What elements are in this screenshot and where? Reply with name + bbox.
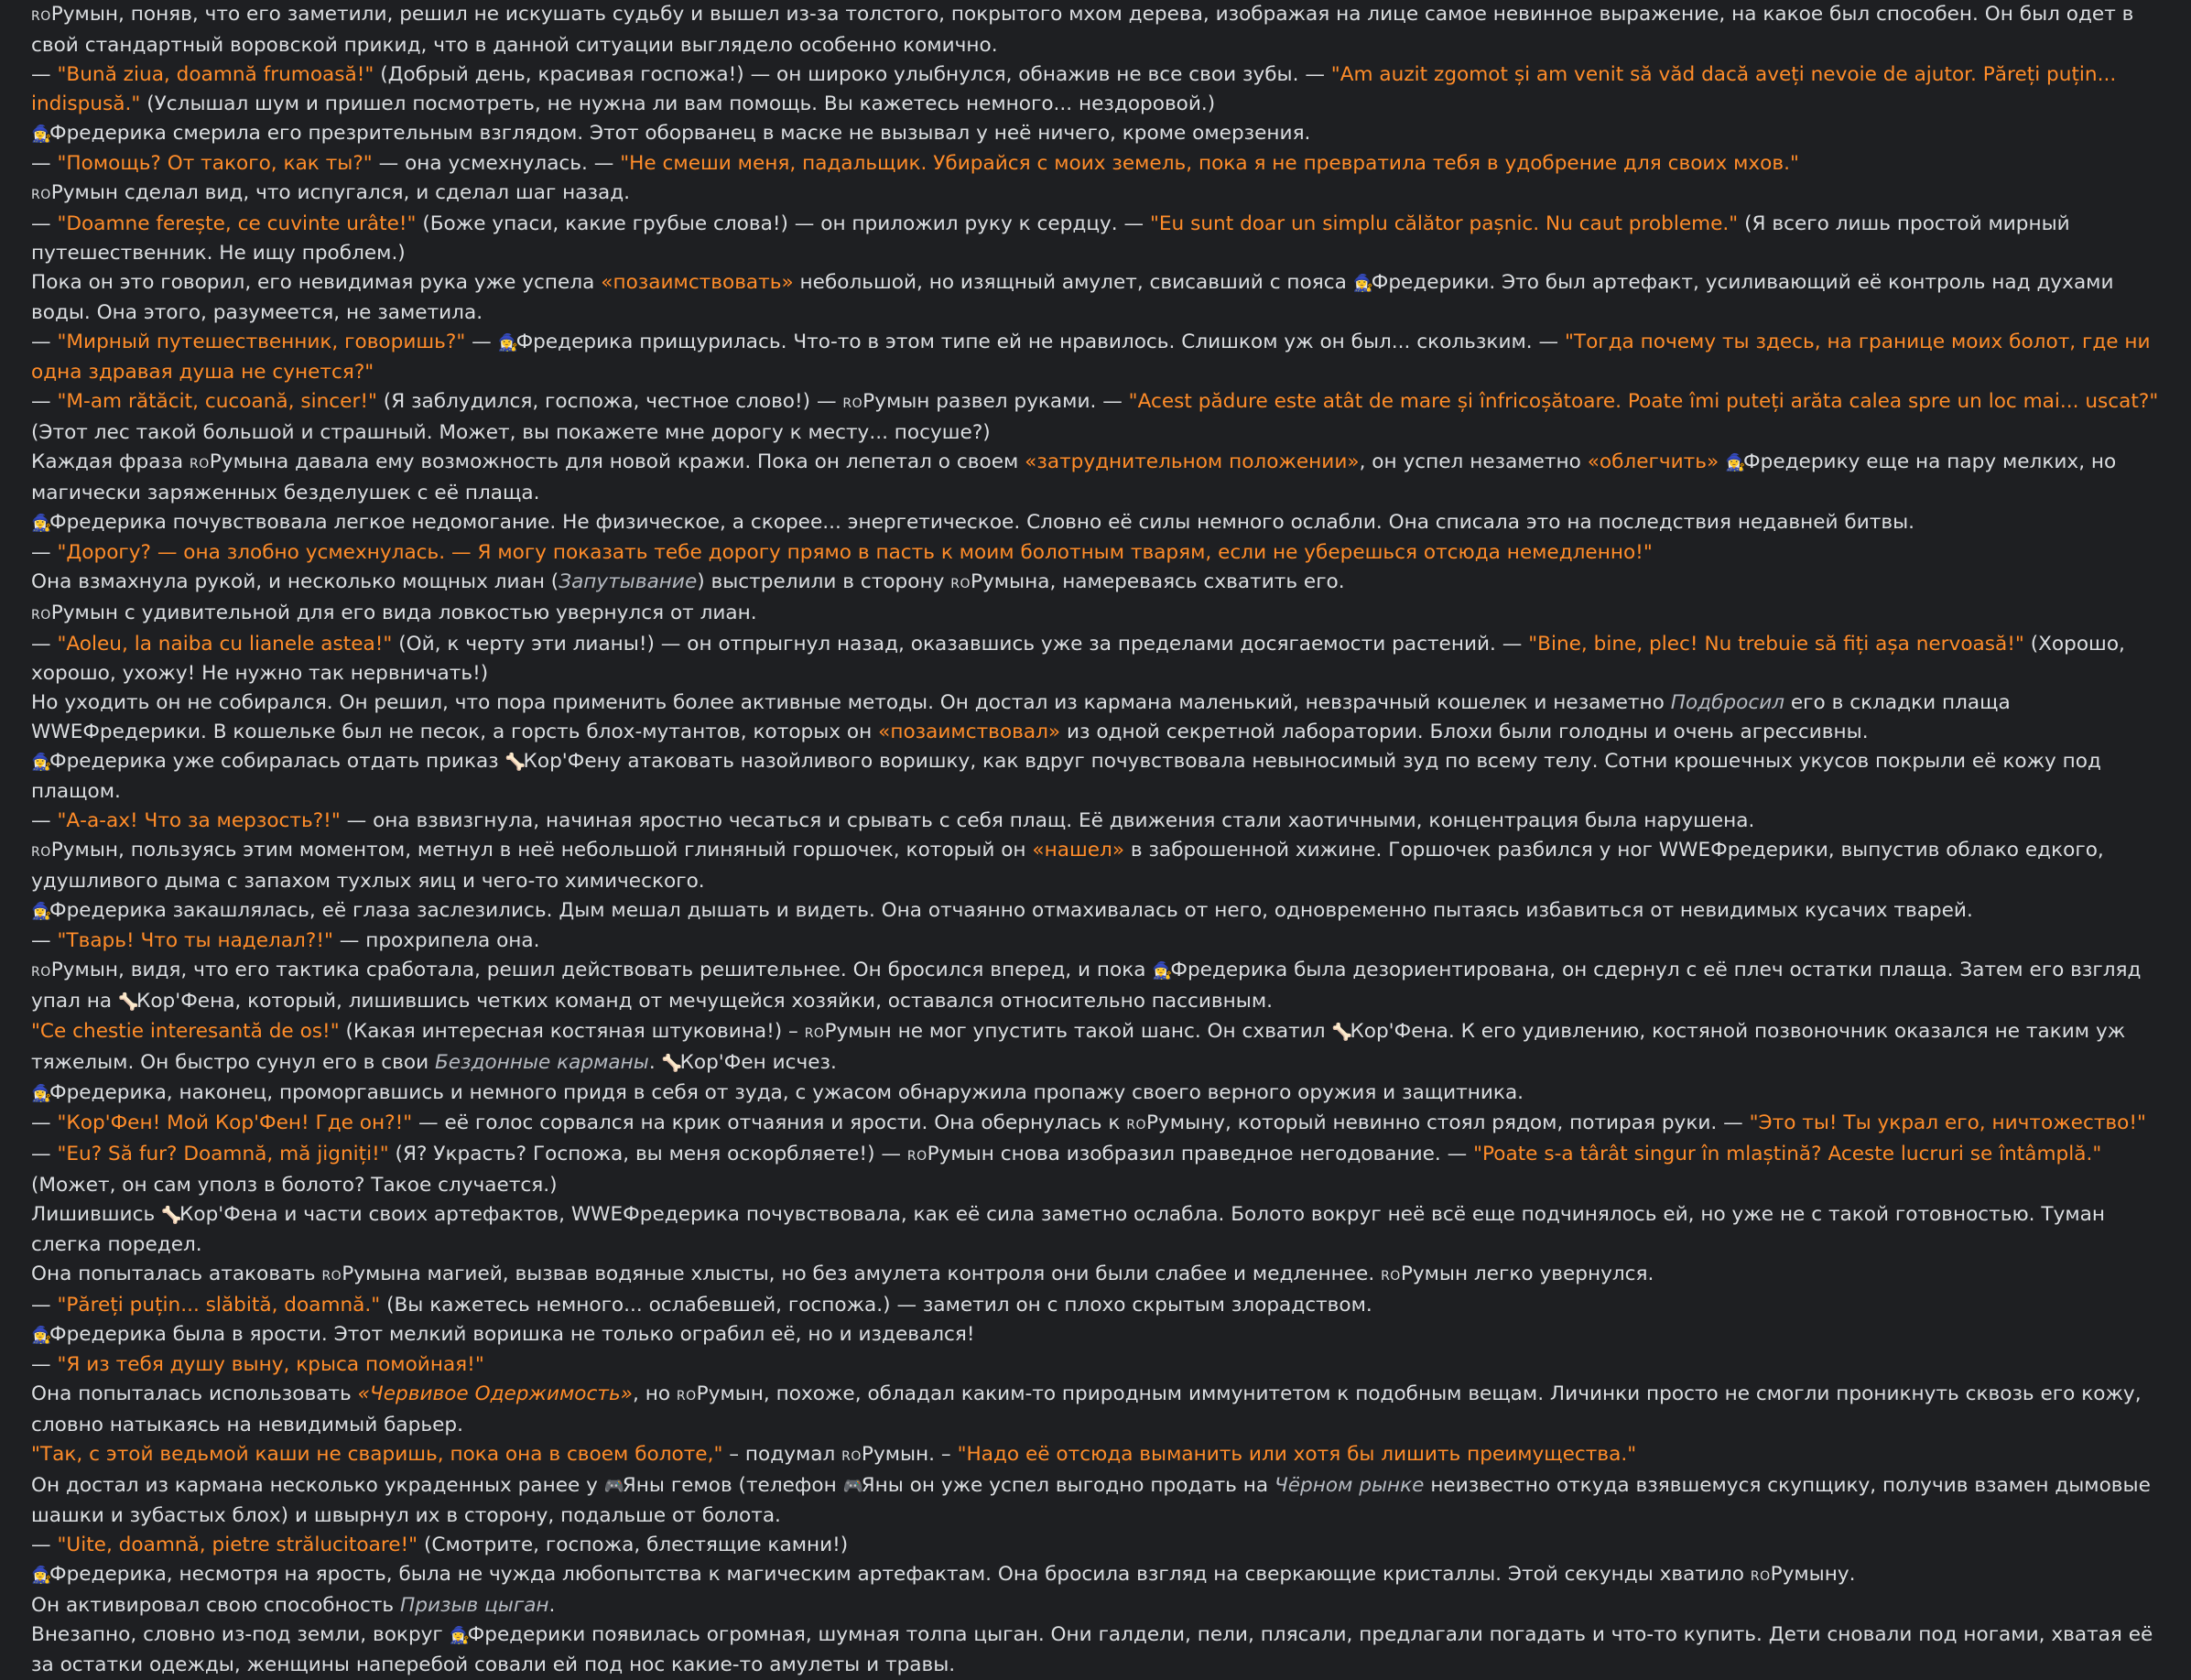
woman-mage-icon: 🧙‍♀️ — [1352, 274, 1374, 293]
italic-term: Бездонные карманы — [434, 1051, 649, 1074]
chat-line — [31, 179, 2160, 210]
text-span: Она попыталась использовать — [31, 1382, 358, 1405]
chat-line — [31, 1017, 2160, 1078]
chat-line — [31, 1109, 2160, 1140]
quote-text: "Кор'Фен! Мой Кор'Фен! Где он?!" — [57, 1111, 413, 1134]
quote-text: "А-а-ах! Что за мерзость?!" — [57, 809, 341, 832]
ro-tag: RO — [190, 457, 210, 471]
text-span: Румына магией, вызвав водяные хлысты, но без амулета контроля они были слабее и медленнее. — [342, 1263, 1382, 1285]
quote-italic-term: «Червивое Одержимость» — [357, 1382, 633, 1405]
chat-line — [31, 0, 2160, 60]
video-game-icon: 🎮 — [603, 1477, 625, 1496]
text-span: Он активировал свою способность — [31, 1594, 400, 1617]
quote-text: "Не смеши меня, падальщик. Убирайся с моих земель, пока я не превратила тебя в удобрение для своих мхов." — [620, 152, 1799, 175]
chat-line — [31, 1320, 2160, 1350]
quote-text: "Ce chestie interesantă de os!" — [31, 1020, 340, 1043]
quote-text: "M-am rătăcit, cucoană, sincer!" — [57, 390, 377, 413]
text-span: Фредерика, несмотря на ярость, была не чужда любопытства к магическим артефактам. Она бросила взгляд на сверкающие кристаллы. Этой секунды хватило — [49, 1563, 1751, 1586]
text-span: . — [648, 1051, 662, 1074]
text-span: — — [31, 1294, 58, 1317]
text-span: Фредерика, наконец, проморгавшись и немного придя в себя от зуда, с ужасом обнаружила пропажу своего верного оружия и защитника. — [49, 1081, 1524, 1104]
text-span: Яны он уже успел выгодно продать на — [861, 1474, 1274, 1497]
text-span: Кор'Фена и части своих артефактов, WWEФредерика почувствовала, как её сила заметно ослабла. Болото вокруг неё всё еще подчинялось ей, но уже не с такой готовностью. Туман слегка поредел. — [31, 1203, 2106, 1256]
quote-text: "Păreți puțin... slăbită, doamnă." — [57, 1294, 381, 1317]
text-span: Румын с удивительной для его вида ловкостью увернулся от лиан. — [50, 602, 757, 624]
ro-tag: RO — [1381, 1269, 1401, 1284]
ro-tag: RO — [804, 1026, 825, 1041]
quote-text: "Doamne ferește, ce cuvinte urâte!" — [57, 212, 417, 235]
text-span: (Хорошо, хорошо, ухожу! Не нужно так нервничать!) — [31, 633, 2125, 685]
chat-line — [31, 836, 2160, 896]
text-span: – подумал — [722, 1443, 842, 1466]
woman-mage-icon: 🧙‍♀️ — [31, 125, 52, 144]
text-span: — она взвизгнула, начиная яростно чесаться и срывать с себя плащ. Её движения стали хаотичными, концентрация была нарушена. — [340, 809, 1755, 832]
chat-line — [31, 448, 2160, 508]
text-span: (Добрый день, красивая госпожа!) — он широко улыбнулся, обнажив не все свои зубы. — — [374, 63, 1331, 86]
quote-text: "Eu? Să fur? Doamnă, mă jigniți!" — [57, 1143, 389, 1165]
text-span: Фредерики появилась огромная, шумная толпа цыган. Они галдели, пели, плясали, предлагали погадать и что-то купить. Дети сновали под ногами, хватая её за остатки одежды, женщины наперебой совали ей под нос какие-то амулеты и травы. — [31, 1623, 2153, 1676]
text-span: Румыну, который невинно стоял рядом, потирая руки. — — [1146, 1111, 1750, 1134]
text-span: (Может, он сам уполз в болото? Такое случается.) — [31, 1174, 558, 1197]
quote-text: "Надо её отсюда выманить или хотя бы лишить преимущества." — [957, 1443, 1637, 1466]
bone-icon: 🦴 — [161, 1206, 182, 1225]
chat-line — [31, 1200, 2160, 1260]
bone-icon: 🦴 — [504, 753, 526, 772]
text-span — [1719, 450, 1725, 473]
chat-line — [31, 688, 2160, 747]
bone-icon: 🦴 — [1331, 1023, 1352, 1042]
bone-icon: 🦴 — [118, 992, 139, 1012]
text-span: (Смотрите, госпожа, блестящие камни!) — [418, 1534, 849, 1556]
text-span: Румын, похоже, обладал каким-то природным иммунитетом к подобным вещам. Личинки просто не смогли проникнуть сквозь его кожу, словно натыкаясь на невидимый барьер. — [31, 1382, 2142, 1436]
text-span: . — [548, 1594, 556, 1617]
text-span: из одной секретной лаборатории. Блохи были голодны и очень агрессивны. — [1060, 721, 1869, 743]
text-span: его в складки плаща WWEФредерики. В кошельке был не песок, а горсть блох-мутантов, которых он — [31, 691, 2011, 743]
chat-line — [31, 1078, 2160, 1109]
text-span: — её голос сорвался на крик отчаяния и ярости. Она обернулась к — [412, 1111, 1127, 1134]
chat-line — [31, 927, 2160, 956]
text-span: — прохрипела она. — [332, 929, 540, 952]
quote-text: "Aoleu, la naiba cu lianele astea!" — [57, 633, 393, 656]
text-span: Каждая фраза — [31, 450, 190, 473]
text-span: — — [31, 1143, 58, 1165]
text-span: — — [31, 63, 58, 86]
chat-line — [31, 1591, 2160, 1620]
quote-text: "Bine, bine, plec! Nu trebuie să fiți așa nervoasă!" — [1528, 633, 2024, 656]
text-span: — — [31, 1111, 58, 1134]
quote-text: «позаимствовать» — [601, 271, 794, 294]
ro-tag: RO — [950, 577, 971, 591]
text-span: Пока он это говорил, его невидимая рука уже успела — [31, 271, 602, 294]
video-game-icon: 🎮 — [842, 1477, 864, 1496]
ro-tag: RO — [1126, 1118, 1146, 1133]
chat-line — [31, 328, 2160, 387]
ro-tag: RO — [841, 1449, 862, 1464]
text-span: Она взмахнула рукой, и несколько мощных лиан ( — [31, 570, 559, 593]
quote-text: «нашел» — [1032, 839, 1125, 862]
text-span: Кор'Фен исчез. — [679, 1051, 837, 1074]
ro-tag: RO — [842, 396, 863, 411]
ro-tag: RO — [906, 1149, 927, 1164]
text-span: Фредерики. Это был артефакт, усиливающий её контроль над духами воды. Она этого, разумеется, не заметила. — [31, 271, 2114, 324]
chat-line — [31, 747, 2160, 807]
text-span: — — [465, 331, 498, 353]
text-span: (Я заблудился, госпожа, честное слово!) — — [376, 390, 843, 413]
quote-text: "Это ты! Ты украл его, ничтожество!" — [1749, 1111, 2146, 1134]
quote-text: "Poate s-a târât singur în mlaștină? Aceste lucruri se întâmplă." — [1473, 1143, 2102, 1165]
text-span: Она попыталась атаковать — [31, 1263, 322, 1285]
quote-text: "Eu sunt doar un simplu călător pașnic. Nu caut probleme." — [1149, 212, 1739, 235]
text-span: (Этот лес такой большой и страшный. Может, вы покажете мне дорогу к месту... посуше?) — [31, 421, 991, 444]
text-span: — она усмехнулась. — — [372, 152, 621, 175]
ro-tag: RO — [676, 1389, 697, 1404]
text-span: (Боже упаси, какие грубые слова!) — он приложил руку к сердцу. — — [416, 212, 1150, 235]
text-span: Румын, пользуясь этим моментом, метнул в неё небольшой глиняный горшочек, который он — [50, 839, 1033, 862]
text-span: (Какая интересная костяная штуковина!) – — [339, 1020, 805, 1043]
text-span: — — [31, 152, 58, 175]
quote-text: «облегчить» — [1587, 450, 1719, 473]
italic-term: Подбросил — [1670, 691, 1785, 714]
chat-line — [31, 630, 2160, 688]
text-span: Фредерика была дезориентирована, он сдернул с её плеч остатки плаща. Затем его взгляд упал на — [31, 959, 2142, 1013]
text-span: Румына давала ему возможность для новой кражи. Пока он лепетал о своем — [209, 450, 1025, 473]
text-span: (Вы кажетесь немного... ослабевшей, госпожа.) — заметил он с плохо скрытым злорадством. — [380, 1294, 1372, 1317]
text-span: ) выстрелили в сторону — [697, 570, 951, 593]
text-span: Лишившись — [31, 1203, 162, 1226]
italic-term: Чёрном рынке — [1274, 1474, 1425, 1497]
text-span: — — [31, 541, 58, 564]
text-span: Румын сделал вид, что испугался, и сделал шаг назад. — [50, 181, 631, 204]
chat-line — [31, 1380, 2160, 1440]
chat-line — [31, 149, 2160, 179]
text-span: Румын, видя, что его тактика сработала, решил действовать решительнее. Он бросился вперед, и пока — [50, 959, 1153, 981]
chat-line — [31, 1260, 2160, 1291]
chat-line — [31, 807, 2160, 836]
chat-line — [31, 1560, 2160, 1591]
chat-line — [31, 1471, 2160, 1531]
ro-tag: RO — [31, 965, 51, 980]
text-span: — — [31, 1353, 58, 1376]
quote-text: «затруднительном положении» — [1025, 450, 1360, 473]
woman-mage-icon: 🧙‍♀️ — [497, 333, 519, 352]
chat-line — [31, 568, 2160, 599]
woman-mage-icon: 🧙‍♀️ — [31, 514, 52, 533]
woman-mage-icon: 🧙‍♀️ — [449, 1626, 471, 1645]
chat-line — [31, 210, 2160, 268]
text-span: (Ой, к черту эти лианы!) — он отпрыгнул назад, оказавшись уже за пределами досягаемости растений. — — [392, 633, 1529, 656]
text-span: Фредерика была в ярости. Этот мелкий воришка не только ограбил её, но и издевался! — [49, 1323, 975, 1346]
text-span: Кор'Фена. К его удивлению, костяной позвоночник оказался не таким уж тяжелым. Он быстро сунул его в свои — [31, 1020, 2126, 1074]
chat-line — [31, 896, 2160, 927]
text-span: Кор'Фена, который, лишившись четких команд от мечущейся хозяйки, оставался относительно пассивным. — [136, 990, 1273, 1013]
text-span: (Я? Украсть? Госпожа, вы меня оскорбляете!) — — [388, 1143, 907, 1165]
ro-tag: RO — [31, 9, 51, 24]
chat-line — [31, 1291, 2160, 1320]
quote-text: «позаимствовал» — [878, 721, 1061, 743]
quote-text: "Am auzit zgomot și am venit să văd dacă aveți nevoie de ajutor. Păreți puțin... indispusă." — [31, 63, 2117, 115]
text-span: Внезапно, словно из-под земли, вокруг — [31, 1623, 450, 1646]
bone-icon: 🦴 — [661, 1054, 682, 1073]
text-span: Фредерика прищурилась. Что-то в этом типе ей не нравилось. Слишком уж он был... скользким. — — [515, 331, 1565, 353]
quote-text: "Bună ziua, doamnă frumoasă!" — [57, 63, 374, 86]
ro-tag: RO — [1750, 1569, 1771, 1584]
chat-line — [31, 956, 2160, 1017]
text-span: (Я всего лишь простой мирный путешественник. Не ищу проблем.) — [31, 212, 2070, 265]
text-span: , но — [633, 1382, 677, 1405]
text-span: Румына, намереваясь схватить его. — [970, 570, 1345, 593]
text-span: Он достал из кармана несколько украденных ранее у — [31, 1474, 604, 1497]
quote-text: "Uite, doamnă, pietre strălucitoare!" — [57, 1534, 418, 1556]
italic-term: Призыв цыган — [400, 1594, 549, 1617]
text-span: Фредерику еще на пару мелких, но магически заряженных безделушек с её плаща. — [31, 450, 2117, 504]
text-span: — — [31, 390, 58, 413]
chat-line — [31, 119, 2160, 149]
text-span: Румын. – — [861, 1443, 958, 1466]
text-span: в заброшенной хижине. Горшочек разбился у ног WWEФредерики, выпустив облако едкого, удушливого дыма с запахом тухлых яиц и чего-то химического. — [31, 839, 2104, 893]
text-span: , он успел незаметно — [1359, 450, 1588, 473]
text-span: — — [31, 929, 58, 952]
text-span: — — [31, 331, 58, 353]
chat-line — [31, 1440, 2160, 1471]
woman-mage-icon: 🧙‍♀️ — [31, 1326, 52, 1345]
text-span: — — [31, 1534, 58, 1556]
text-span: (Услышал шум и пришел посмотреть, не нужна ли вам помощь. Вы кажетесь немного... нездоровой.) — [140, 92, 1216, 115]
chat-line — [31, 268, 2160, 328]
text-span: Фредерика почувствовала легкое недомогание. Не физическое, а скорее... энергетическое. Словно её силы немного ослабли. Она списала это на последствия недавней битвы. — [49, 511, 1914, 534]
chat-line — [31, 538, 2160, 568]
text-span: Румын, поняв, что его заметили, решил не искушать судьбу и вышел из-за толстого, покрытого мхом дерева, изображая на лице самое невинное выражение, на какое был способен. Он был одет в свой стандартный воровской прикид, что в данной ситуации выглядело особенно комично. — [31, 3, 2134, 57]
text-span: — — [31, 809, 58, 832]
quote-text: "Так, с этой ведьмой каши не сваришь, пока она в своем болоте," — [31, 1443, 723, 1466]
woman-mage-icon: 🧙‍♀️ — [31, 753, 52, 772]
quote-text: "Тогда почему ты здесь, на границе моих болот, где ни одна здравая душа не сунется?" — [31, 331, 2151, 384]
quote-text: "Я из тебя душу выну, крыса помойная!" — [57, 1353, 484, 1376]
text-span: небольшой, но изящный амулет, свисавший с пояса — [793, 271, 1353, 294]
text-span: Румын снова изобразил праведное негодование. — — [927, 1143, 1474, 1165]
woman-mage-icon: 🧙‍♀️ — [1152, 961, 1173, 981]
ro-tag: RO — [321, 1269, 342, 1284]
quote-text: "Тварь! Что ты наделал?!" — [57, 929, 333, 952]
chat-line — [31, 1140, 2160, 1200]
text-span: Но уходить он не собирался. Он решил, что пора применить более активные методы. Он достал из кармана маленький, невзрачный кошелек и незаметно — [31, 691, 1671, 714]
text-span: — — [31, 633, 58, 656]
chat-line — [31, 599, 2160, 630]
woman-mage-icon: 🧙‍♀️ — [31, 1084, 52, 1103]
text-span: Фредерика смерила его презрительным взглядом. Этот оборванец в маске не вызывал у неё ничего, кроме омерзения. — [49, 122, 1311, 145]
quote-text: "Acest pădure este atât de mare și înfricoșătoare. Poate îmi puteți arăta calea spre un loc mai... uscat?" — [1128, 390, 2159, 413]
text-span: Румын не мог упустить такой шанс. Он схватил — [824, 1020, 1332, 1043]
text-span: Яны гемов (телефон — [622, 1474, 843, 1497]
text-span: Фредерика закашлялась, её глаза заслезились. Дым мешал дышать и видеть. Она отчаянно отмахивалась от него, одновременно пытаясь избавиться от невидимых кусачих тварей. — [49, 899, 1973, 922]
chat-line — [31, 1531, 2160, 1560]
text-span: Фредерика уже собиралась отдать приказ — [49, 750, 505, 773]
text-span: Румын легко увернулся. — [1400, 1263, 1654, 1285]
quote-text: "Мирный путешественник, говоришь?" — [57, 331, 466, 353]
ro-tag: RO — [31, 188, 51, 202]
text-span: Румыну. — [1770, 1563, 1856, 1586]
italic-term: Запутывание — [559, 570, 698, 593]
woman-mage-icon: 🧙‍♀️ — [31, 902, 52, 921]
woman-mage-icon: 🧙‍♀️ — [31, 1566, 52, 1585]
chat-line — [31, 1350, 2160, 1380]
text-span: Румын развел руками. — — [862, 390, 1129, 413]
text-span: — — [31, 212, 58, 235]
ro-tag: RO — [31, 845, 51, 860]
chat-line — [31, 508, 2160, 538]
text-span: Кор'Фену атаковать назойливого воришку, как вдруг почувствовала невыносимый зуд по всему телу. Сотни крошечных укусов покрыли её кожу под плащом. — [31, 750, 2101, 803]
chat-line — [31, 387, 2160, 448]
quote-text: "Дорогу? — она злобно усмехнулась. — Я могу показать тебе дорогу прямо в пасть к моим болотным тварям, если не уберешься отсюда немедленно!" — [57, 541, 1653, 564]
text-span: неизвестно откуда взявшемуся скупщику, получив взамен дымовые шашки и зубастых блох) и швырнул их в сторону, подальше от болота. — [31, 1474, 2151, 1527]
ro-tag: RO — [31, 608, 51, 623]
chat-line — [31, 1620, 2160, 1680]
quote-text: "Помощь? От такого, как ты?" — [57, 152, 373, 175]
chat-line — [31, 60, 2160, 119]
woman-mage-icon: 🧙‍♀️ — [1725, 453, 1746, 472]
